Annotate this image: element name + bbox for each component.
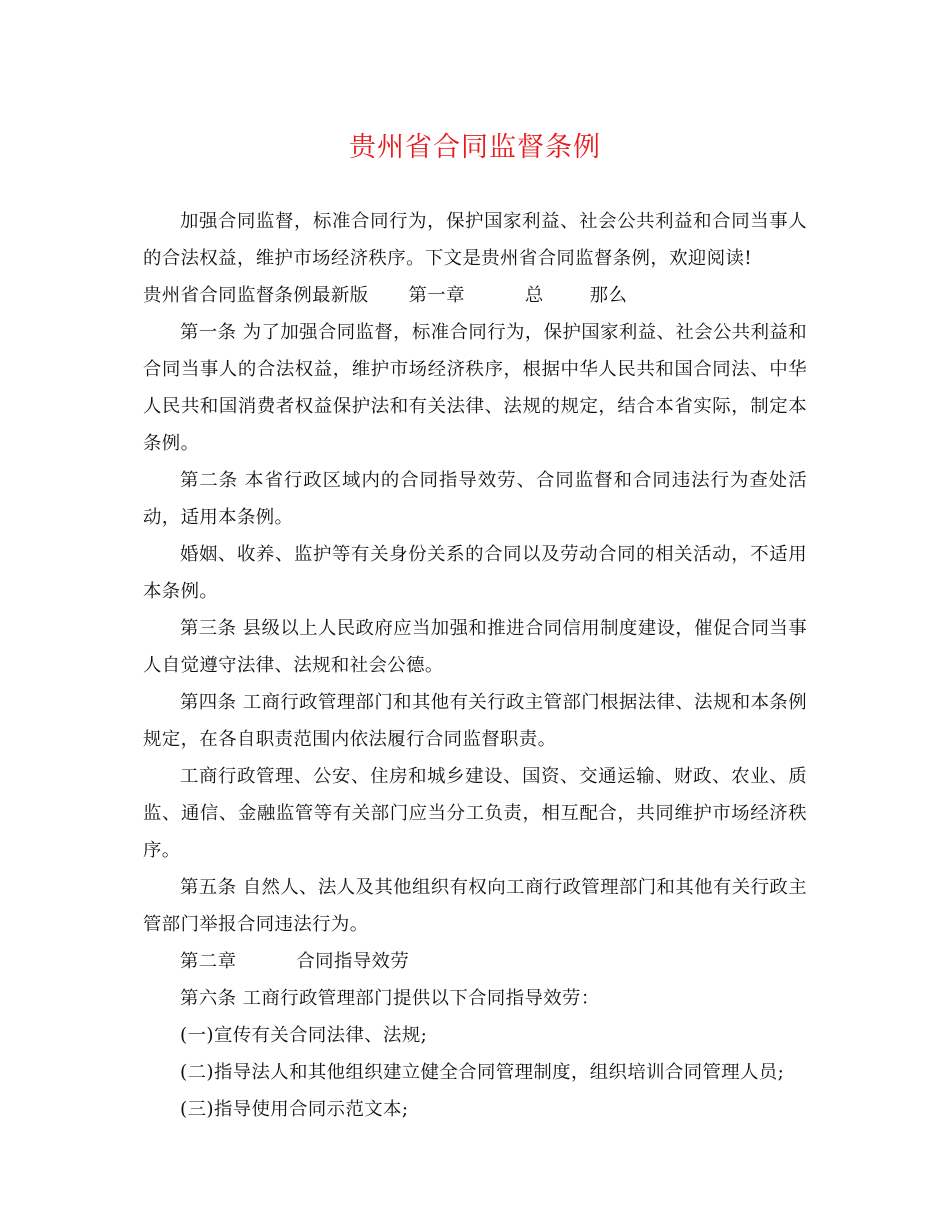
chapter-1-heading: [143, 277, 807, 314]
article-6: 第六条 工商行政管理部门提供以下合同指导效劳：: [180, 988, 600, 1009]
document-body: [143, 203, 807, 1128]
chapter-1-word-1: 总: [524, 285, 544, 306]
article-2-clause: 婚姻、收养、监护等有关身份关系的合同以及劳动合同的相关活动，不适用本条例。: [143, 544, 807, 602]
article-5: 第五条 自然人、法人及其他组织有权向工商行政管理部门和其他有关行政主管部门举报合同违法行为。: [143, 877, 807, 935]
article-3: 第三条 县级以上人民政府应当加强和推进合同信用制度建设，催促合同当事人自觉遵守法律、法规和社会公德。: [143, 618, 807, 676]
chapter-1-word-2: 那么: [589, 285, 628, 306]
chapter-2-heading: [143, 943, 807, 980]
list-item: (一)宣传有关合同法律、法规;: [180, 1025, 428, 1046]
chapter-1-label: 第一章: [408, 285, 465, 306]
list-item: (三)指导使用合同示范文本;: [180, 1099, 409, 1120]
article-4: 第四条 工商行政管理部门和其他有关行政主管部门根据法律、法规和本条例规定，在各自职责范围内依法履行合同监督职责。: [143, 692, 807, 750]
article-4-clause: 工商行政管理、公安、住房和城乡建设、国资、交通运输、财政、农业、质监、通信、金融监管等有关部门应当分工负责，相互配合，共同维护市场经济秩序。: [143, 766, 807, 861]
chapter-2-label: 第二章: [180, 951, 237, 972]
article-1: 第一条 为了加强合同监督，标准合同行为，保护国家利益、社会公共利益和合同当事人的合法权益，维护市场经济秩序，根据中华人民共和国合同法、中华人民共和国消费者权益保护法和有关法律、法规的规定，结合本省实际，制定本条例。: [143, 322, 807, 454]
intro-paragraph: 加强合同监督，标准合同行为，保护国家利益、社会公共利益和合同当事人的合法权益，维护市场经济秩序。下文是贵州省合同监督条例，欢迎阅读!: [143, 211, 807, 269]
article-2: 第二条 本省行政区域内的合同指导效劳、合同监督和合同违法行为查处活动，适用本条例。: [143, 470, 807, 528]
document-title: 贵州省合同监督条例: [349, 132, 601, 163]
chapter-2-name: 合同指导效劳: [296, 951, 410, 972]
version-label: 贵州省合同监督条例最新版: [143, 285, 369, 306]
list-item: (二)指导法人和其他组织建立健全合同管理制度，组织培训合同管理人员;: [180, 1062, 785, 1083]
